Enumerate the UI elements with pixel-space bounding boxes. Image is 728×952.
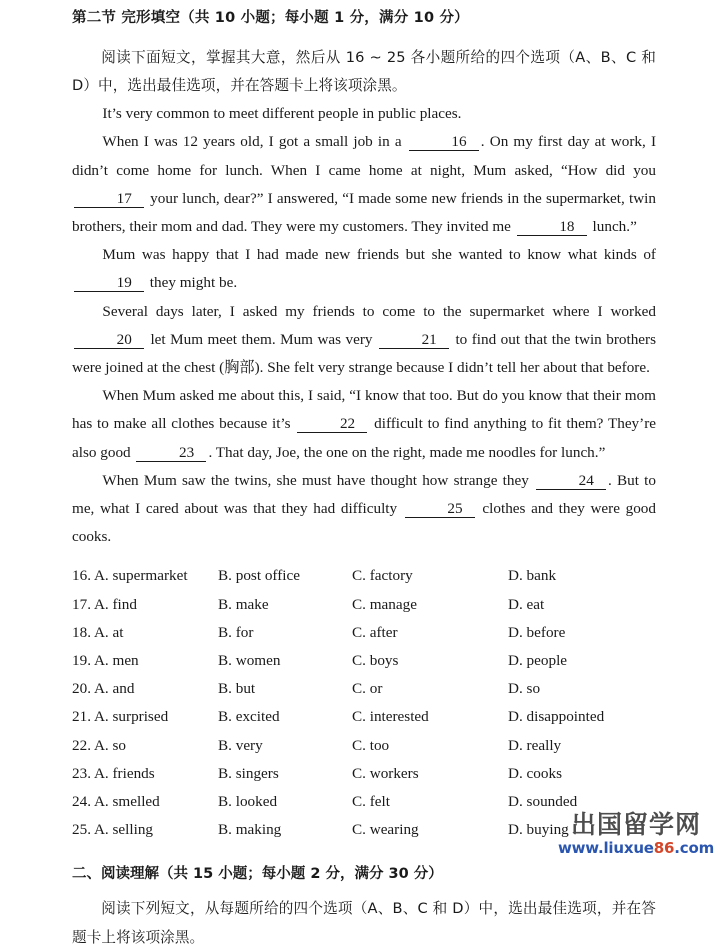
passage-paragraph: When I was 12 years old, I got a small job in a 16 . On my first day at work, I didn’t come home for lunch. When I came home at night, Mum asked, “How did you 17 your lunch, dear?” I answered, “I made some new friends in the supermarket, twin brothers, their mom and dad. They were my customers. They invited me 18 lunch.”: [72, 133, 657, 235]
cloze-blank-20: 20: [74, 332, 144, 349]
question-option-b[interactable]: B. singers: [218, 764, 279, 782]
cloze-blank-24: 24: [536, 473, 606, 490]
question-option-a[interactable]: 24. A. smelled: [72, 793, 160, 811]
question-row: [72, 619, 656, 647]
cloze-passage: [72, 100, 656, 551]
watermark-url-suffix: .com: [674, 839, 715, 857]
question-option-d[interactable]: D. cooks: [508, 764, 562, 782]
question-option-a[interactable]: 25. A. selling: [72, 821, 154, 839]
site-watermark: [550, 809, 722, 857]
cloze-options-list: [72, 562, 656, 844]
watermark-site-name: 出国留学网: [570, 809, 701, 839]
question-option-b[interactable]: B. make: [218, 595, 269, 613]
question-option-a[interactable]: 20. A. and: [72, 680, 135, 698]
reading-section-heading: 二、阅读理解（共 15 小题；每小题 2 分，满分 30 分）: [72, 866, 443, 883]
passage-paragraph: Several days later, I asked my friends to come to the supermarket where I worked 20 let Mum meet them. Mum was very 21 to find out that the twin brothers were joined at the chest (胸部). She felt very strange because I didn’t tell her about that before.: [72, 302, 656, 376]
reading-instruction: 阅读下列短文，从每题所给的四个选项（A、B、C 和 D）中，选出最佳选项，并在答题卡上将该项涂黑。: [72, 900, 656, 946]
cloze-blank-19: 19: [74, 275, 144, 292]
question-option-c[interactable]: C. felt: [352, 793, 390, 811]
question-option-b[interactable]: B. looked: [218, 793, 278, 811]
question-option-a[interactable]: 21. A. surprised: [72, 708, 169, 726]
cloze-blank-25: 25: [405, 501, 475, 518]
question-option-d[interactable]: D. bank: [508, 567, 557, 585]
watermark-url-prefix: www.liuxue: [557, 839, 654, 857]
question-option-c[interactable]: C. factory: [352, 567, 413, 585]
question-option-d[interactable]: D. buying: [508, 821, 569, 839]
question-row: [72, 732, 656, 760]
question-row: [72, 703, 656, 731]
cloze-blank-21: 21: [379, 332, 449, 349]
question-row: [72, 647, 656, 675]
question-option-c[interactable]: C. workers: [352, 764, 419, 782]
question-option-c[interactable]: C. manage: [352, 595, 417, 613]
question-option-a[interactable]: 16. A. supermarket: [72, 567, 188, 585]
passage-paragraph: Mum was happy that I had made new friends but she wanted to know what kinds of 19 they might be.: [72, 241, 656, 297]
question-option-a[interactable]: 19. A. men: [72, 652, 139, 670]
question-option-d[interactable]: D. so: [508, 680, 541, 698]
question-option-a[interactable]: 23. A. friends: [72, 764, 155, 782]
question-option-d[interactable]: D. disappointed: [508, 708, 605, 726]
question-option-b[interactable]: B. excited: [218, 708, 280, 726]
cloze-blank-16: 16: [409, 134, 479, 151]
question-option-c[interactable]: C. boys: [352, 652, 399, 670]
cloze-instruction: 阅读下面短文，掌握其大意，然后从 16 ~ 25 各小题所给的四个选项（A、B、C 和 D）中，选出最佳选项，并在答题卡上将该项涂黑。: [72, 48, 656, 94]
question-option-b[interactable]: B. very: [218, 736, 263, 754]
cloze-blank-22: 22: [297, 416, 367, 433]
watermark-url-accent: 86: [653, 839, 675, 857]
passage-paragraph: It’s very common to meet different people in public places.: [102, 105, 462, 123]
question-option-b[interactable]: B. for: [218, 623, 254, 641]
question-option-c[interactable]: C. after: [352, 623, 398, 641]
question-option-a[interactable]: 17. A. find: [72, 595, 137, 613]
cloze-blank-23: 23: [136, 445, 206, 462]
question-option-d[interactable]: D. sounded: [508, 793, 578, 811]
question-row: [72, 760, 656, 788]
question-option-b[interactable]: B. but: [218, 680, 256, 698]
question-option-a[interactable]: 18. A. at: [72, 623, 124, 641]
page-content: [72, 8, 656, 952]
question-option-c[interactable]: C. interested: [352, 708, 429, 726]
question-row: [72, 675, 656, 703]
question-option-d[interactable]: D. people: [508, 652, 568, 670]
cloze-blank-18: 18: [517, 219, 587, 236]
question-option-c[interactable]: C. or: [352, 680, 383, 698]
question-option-c[interactable]: C. wearing: [352, 821, 419, 839]
question-option-c[interactable]: C. too: [352, 736, 390, 754]
cloze-blank-17: 17: [74, 191, 144, 208]
question-row: [72, 562, 656, 590]
question-row: [72, 591, 656, 619]
question-option-b[interactable]: B. making: [218, 821, 282, 839]
cloze-section-heading: 第二节 完形填空（共 10 小题；每小题 1 分，满分 10 分）: [72, 10, 469, 26]
question-option-b[interactable]: B. post office: [218, 567, 300, 585]
question-option-d[interactable]: D. before: [508, 623, 566, 641]
passage-paragraph: When Mum asked me about this, I said, “I know that too. But do you know that their mom has to make all clothes because it’s 22 difficult to find anything to fit them? They’re also good 23 . That day, Joe, the one on the right, made me noodles for lunch.”: [72, 387, 657, 461]
question-option-d[interactable]: D. eat: [508, 595, 545, 613]
question-option-a[interactable]: 22. A. so: [72, 736, 127, 754]
question-option-b[interactable]: B. women: [218, 652, 281, 670]
passage-paragraph: When Mum saw the twins, she must have thought how strange they 24 . But to me, what I cared about was that they had difficulty 25 clothes and they were good cooks.: [72, 471, 656, 546]
watermark-url: [550, 839, 722, 857]
question-option-d[interactable]: D. really: [508, 736, 562, 754]
